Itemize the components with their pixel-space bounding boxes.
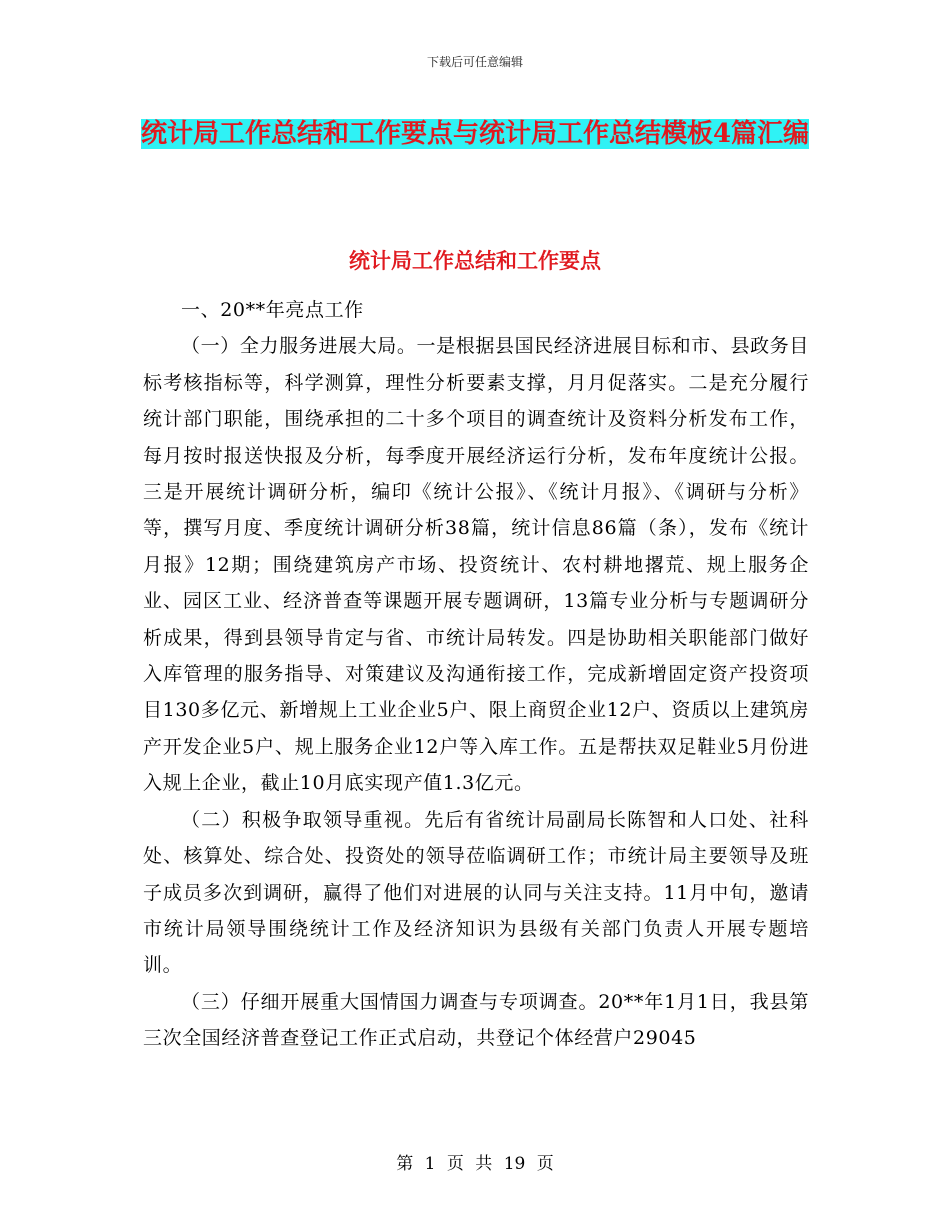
document-body (143, 292, 809, 1057)
paragraph-heading: 一、20**年亮点工作 (181, 299, 364, 321)
paragraph-3: （三）仔细开展重大国情国力调查与专项调查。20**年1月1日，我县第三次全国经济普查登记工作正式启动，共登记个体经营户29045 (143, 990, 809, 1050)
section-title: 统计局工作总结和工作要点 (349, 248, 601, 273)
document-title-text: 统计局工作总结和工作要点与统计局工作总结模板4篇汇编 (140, 119, 810, 149)
paragraph-2: （二）积极争取领导重视。先后有省统计局副局长陈智和人口处、社科处、核算处、综合处、投资处的领导莅临调研工作；市统计局主要领导及班子成员多次到调研，赢得了他们对进展的认同与关注支持。11月中旬，邀请市统计局领导围绕统计工作及经济知识为县级有关部门负责人开展专题培训。 (143, 808, 809, 977)
header-note: 下载后可任意编辑 (426, 55, 523, 69)
paragraph-1: （一）全力服务进展大局。一是根据县国民经济进展目标和市、县政务目标考核指标等，科学测算，理性分析要素支撑，月月促落实。二是充分履行统计部门职能，围绕承担的二十多个项目的调查统计及资料分析发布工作，每月按时报送快报及分析，每季度开展经济运行分析，发布年度统计公报。三是开展统计调研分析，编印《统计公报》、《统计月报》、《调研与分析》等，撰写月度、季度统计调研分析38篇，统计信息86篇（条），发布《统计月报》12期；围绕建筑房产市场、投资统计、农村耕地撂荒、规上服务企业、园区工业、经济普查等课题开展专题调研，13篇专业分析与专题调研分析成果，得到县领导肯定与省、市统计局转发。四是协助相关职能部门做好入库管理的服务指导、对策建议及沟通衔接工作，完成新增固定资产投资项目130多亿元、新增规上工业企业5户、限上商贸企业12户、资质以上建筑房产开发企业5户、规上服务企业12户等入库工作。五是帮扶双足鞋业5月份进入规上企业，截止10月底实现产值1.3亿元。 (143, 335, 809, 795)
document-title (140, 108, 810, 160)
page-footer: 第 1 页 共 19 页 (396, 1154, 554, 1174)
